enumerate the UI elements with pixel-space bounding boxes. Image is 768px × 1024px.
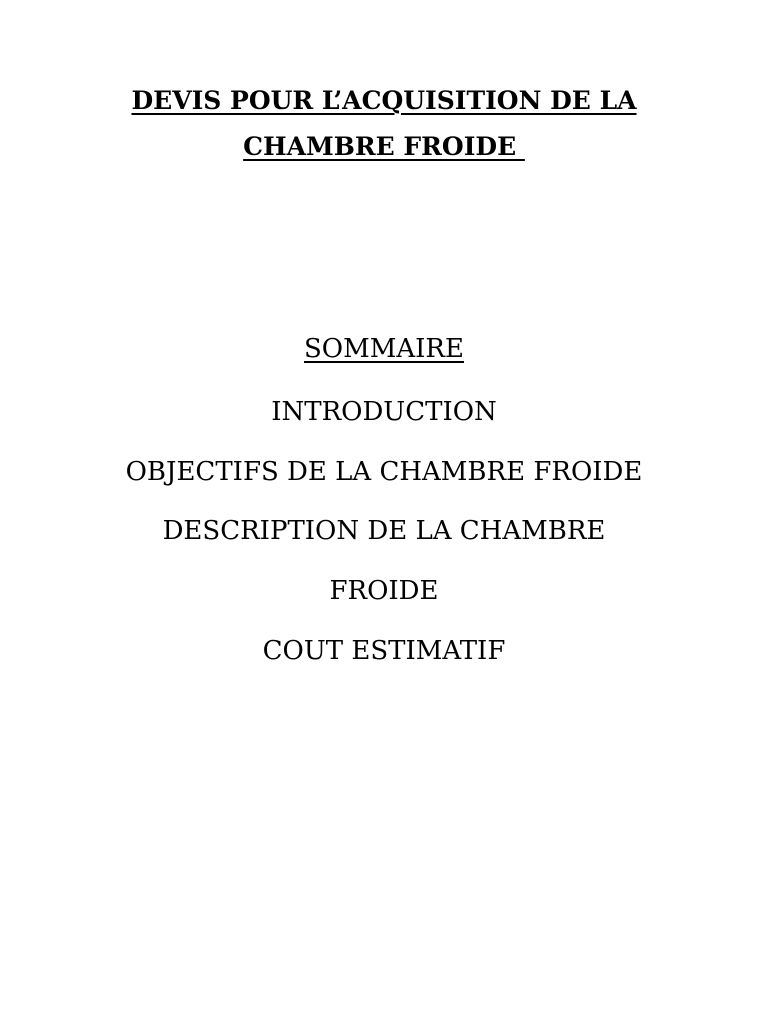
document-title-line-1: DEVIS POUR L’ACQUISITION DE LA xyxy=(131,86,637,115)
summary-heading: SOMMAIRE xyxy=(304,334,464,364)
toc-entry-cout-estimatif: COUT ESTIMATIF xyxy=(262,636,506,666)
document-title-line-2: CHAMBRE FROIDE xyxy=(243,132,525,161)
toc-entry-introduction: INTRODUCTION xyxy=(271,397,497,427)
toc-entry-description: DESCRIPTION DE LA CHAMBRE xyxy=(162,516,606,546)
toc-entry-objectifs: OBJECTIFS DE LA CHAMBRE FROIDE xyxy=(125,457,643,487)
toc-entry-description-continued: FROIDE xyxy=(329,576,439,606)
